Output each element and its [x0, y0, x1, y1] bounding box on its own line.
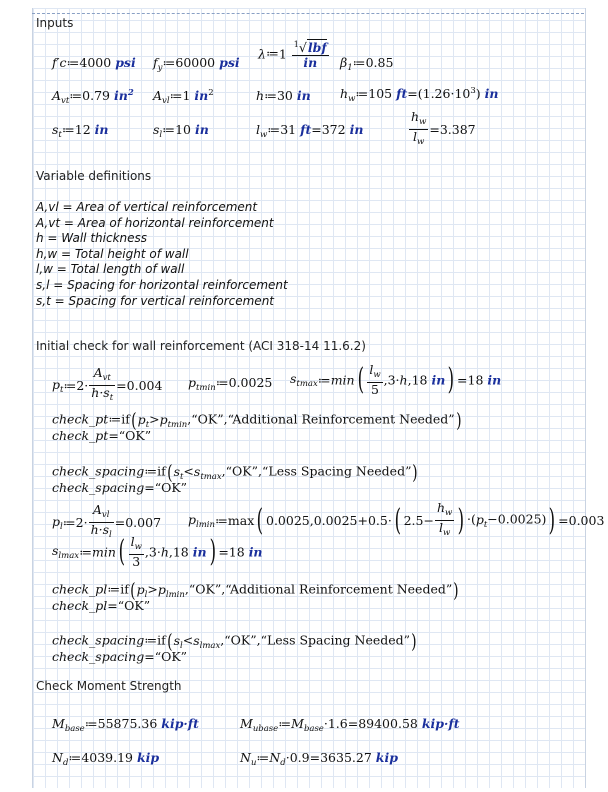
eq-nd[interactable]: $N_d≔4039.19$ kip	[52, 750, 160, 768]
eq-pl[interactable]: $p_l≔2\cdot$ $\frac{A_{vl}}{h\cdot s_l}$ =0.007	[52, 502, 162, 540]
eq-avt[interactable]: $A_{vt}≔0.79$ $in^2$	[52, 88, 134, 106]
eq-check-spacing-t[interactable]: check_spacing=“OK”	[52, 480, 188, 495]
section-moment: Check Moment Strength	[36, 679, 182, 693]
eq-check-pt-def[interactable]: $check\_pt≔if(p_t>p_{tmin},“OK”,“Additional$ Reinforcement Needed”)	[52, 408, 462, 432]
section-defs: Variable definitions	[36, 169, 152, 183]
section-inputs: Inputs	[36, 16, 74, 30]
definition-line: h,w = Total height of wall	[36, 246, 189, 261]
eq-check-pt[interactable]: check_pt=“OK”	[52, 428, 152, 443]
eq-h[interactable]: h≔30 in	[256, 88, 311, 103]
eq-stmax[interactable]: $s_{tmax}≔\min$( $\frac{l_w}{5}$ ,3·h,18 in) =18 in	[290, 362, 502, 397]
definition-line: s,l = Spacing for horizontal reinforcement	[36, 277, 288, 292]
eq-pt[interactable]: $p_t≔2\cdot$ $\frac{A_{vt}}{h\cdot s_t}$ =0.004	[52, 365, 163, 403]
eq-hw[interactable]: $h_w≔105$ $ft=(1.26\cdot 10^3)$ in	[340, 86, 499, 104]
eq-beta1[interactable]: $\beta_1≔0.85$	[340, 55, 394, 73]
eq-sl[interactable]: $s_l≔10$ in	[153, 122, 209, 140]
definition-line: h = Wall thickness	[36, 231, 148, 246]
eq-ptmin[interactable]: $p_{tmin}≔0.0025$	[188, 375, 273, 393]
eq-check-spacing-l-def[interactable]: $check\_spacing≔if(s_l<s_{lmax},“OK”,“Less$ Spacing Needed”)	[52, 629, 417, 653]
eq-nu[interactable]: $N_u≔N_d\cdot 0.9=3635.27$ kip	[240, 750, 398, 768]
section-initial: Initial check for wall reinforcement (ACI 318-14 11.6.2)	[36, 339, 366, 353]
eq-hw-lw[interactable]: $\frac{h_w}{l_w}$ =3.387	[411, 109, 476, 147]
eq-fy[interactable]: $f_y≔60000$ psi	[153, 55, 240, 73]
eq-avl[interactable]: $A_{vl}≔1$ $in^2$	[153, 88, 214, 106]
region-boundary	[32, 13, 584, 14]
eq-plmin[interactable]: $p_{lmin}≔\max$( 0.0025,0.0025+0.5·( 2.5− $\frac{h_w}{l_w}$ ) $\cdot(p_t-0.0025)) =0.003$	[188, 500, 605, 538]
definition-line: A,vt = Area of horizontal reinforcement	[36, 215, 274, 230]
definitions-list	[36, 200, 288, 309]
eq-check-spacing-t-def[interactable]: $check\_spacing≔if(s_t<s_{tmax},“OK”,“Less$ Spacing Needed”)	[52, 460, 419, 484]
eq-lambda[interactable]: λ≔1 $\frac{^1√lbf}{in}$	[258, 40, 327, 70]
definition-line: l,w = Total length of wall	[36, 262, 185, 277]
eq-check-pl[interactable]: check_pl=“OK”	[52, 598, 151, 613]
definition-line: A,vl = Area of vertical reinforcement	[36, 200, 258, 214]
eq-fc[interactable]: f′c≔4000 psi	[52, 55, 136, 70]
eq-slmax[interactable]: $s_{lmax}≔\min$( $\frac{l_w}{3}$ ,3·h,18 in) =18 in	[52, 534, 263, 569]
eq-check-spacing-l[interactable]: check_spacing=“OK”	[52, 649, 188, 664]
eq-mubase[interactable]: $M_{ubase}≔M_{base}\cdot 1.6=89400.58$ kip·ft	[240, 716, 460, 734]
eq-lw[interactable]: $l_w≔31$ ft=372 in	[256, 122, 364, 140]
definition-line: s,t = Spacing for vertical reinforcement	[36, 293, 275, 308]
eq-mbase[interactable]: $M_{base}≔55875.36$ kip·ft	[52, 716, 199, 734]
eq-st[interactable]: $s_t≔12$ in	[52, 122, 109, 140]
eq-check-pl-def[interactable]: $check\_pl≔if(p_l>p_{lmin},“OK”,“Additional$ Reinforcement Needed”)	[52, 578, 459, 602]
